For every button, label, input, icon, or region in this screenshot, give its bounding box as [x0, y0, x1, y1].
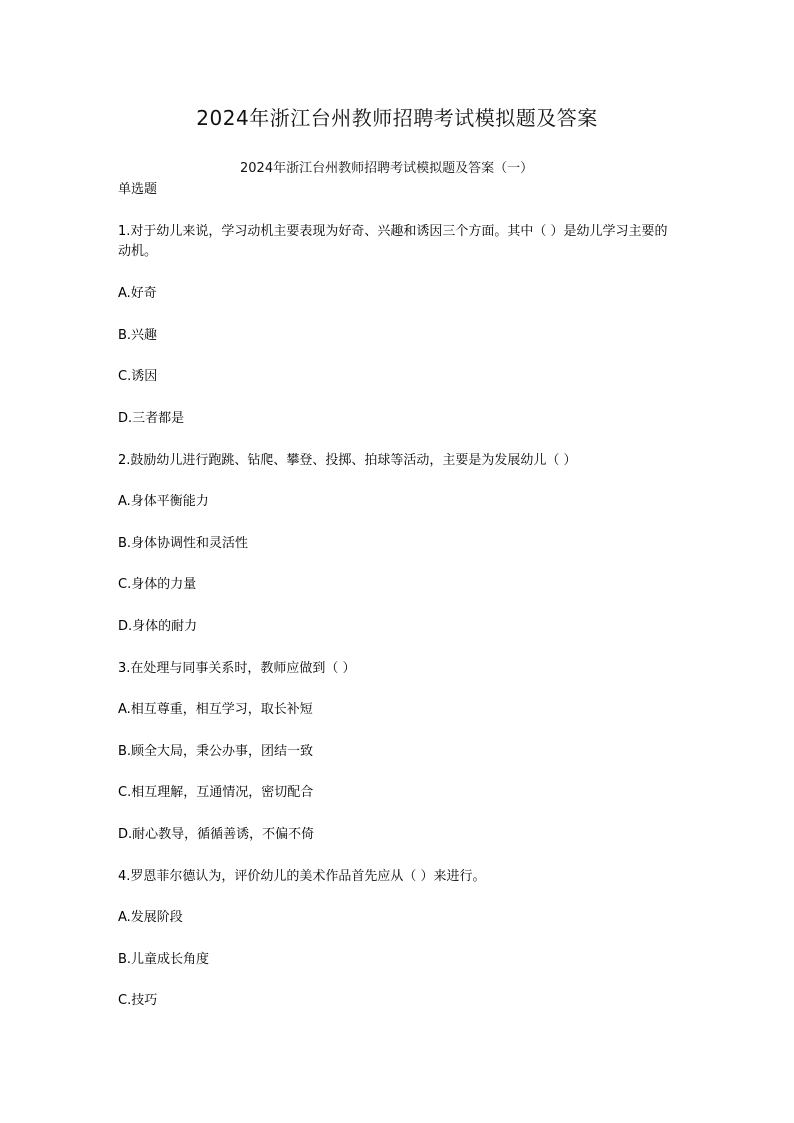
question-2-option-c: C.身体的力量	[118, 577, 197, 592]
section-heading: 单选题	[118, 182, 158, 197]
question-1-option-a: A.好奇	[118, 286, 157, 301]
question-4-option-c: C.技巧	[118, 993, 158, 1008]
question-3-option-d: D.耐心教导，循循善诱，不偏不倚	[118, 827, 315, 842]
document-title: 2024年浙江台州教师招聘考试模拟题及答案	[196, 106, 598, 130]
question-2-option-b: B.身体协调性和灵活性	[118, 536, 249, 551]
question-4-option-b: B.儿童成长角度	[118, 952, 210, 967]
question-2-option-a: A.身体平衡能力	[118, 494, 209, 509]
question-4-option-a: A.发展阶段	[118, 910, 183, 925]
question-1-option-d: D.三者都是	[118, 411, 185, 426]
question-3-option-c: C.相互理解，互通情况，密切配合	[118, 785, 314, 800]
question-2-option-d: D.身体的耐力	[118, 619, 198, 634]
question-3-option-a: A.相互尊重，相互学习，取长补短	[118, 702, 313, 717]
subtitle-text: 2024年浙江台州教师招聘考试模拟题及答案（一）	[240, 161, 534, 176]
question-4-text: 4.罗恩菲尔德认为，评价幼儿的美术作品首先应从（ ）来进行。	[118, 869, 486, 884]
question-1-text: 1.对于幼儿来说，学习动机主要表现为好奇、兴趣和诱因三个方面。其中（ ）是幼儿学习主要的动机。	[118, 224, 668, 259]
question-1-option-b: B.兴趣	[118, 328, 158, 343]
question-3-text: 3.在处理与同事关系时，教师应做到（ ）	[118, 661, 356, 676]
question-1-option-c: C.诱因	[118, 369, 158, 384]
question-3-option-b: B.顾全大局，秉公办事，团结一致	[118, 744, 314, 759]
question-2-text: 2.鼓励幼儿进行跑跳、钻爬、攀登、投掷、拍球等活动，主要是为发展幼儿（ ）	[118, 453, 577, 468]
document-subtitle	[0, 160, 794, 178]
